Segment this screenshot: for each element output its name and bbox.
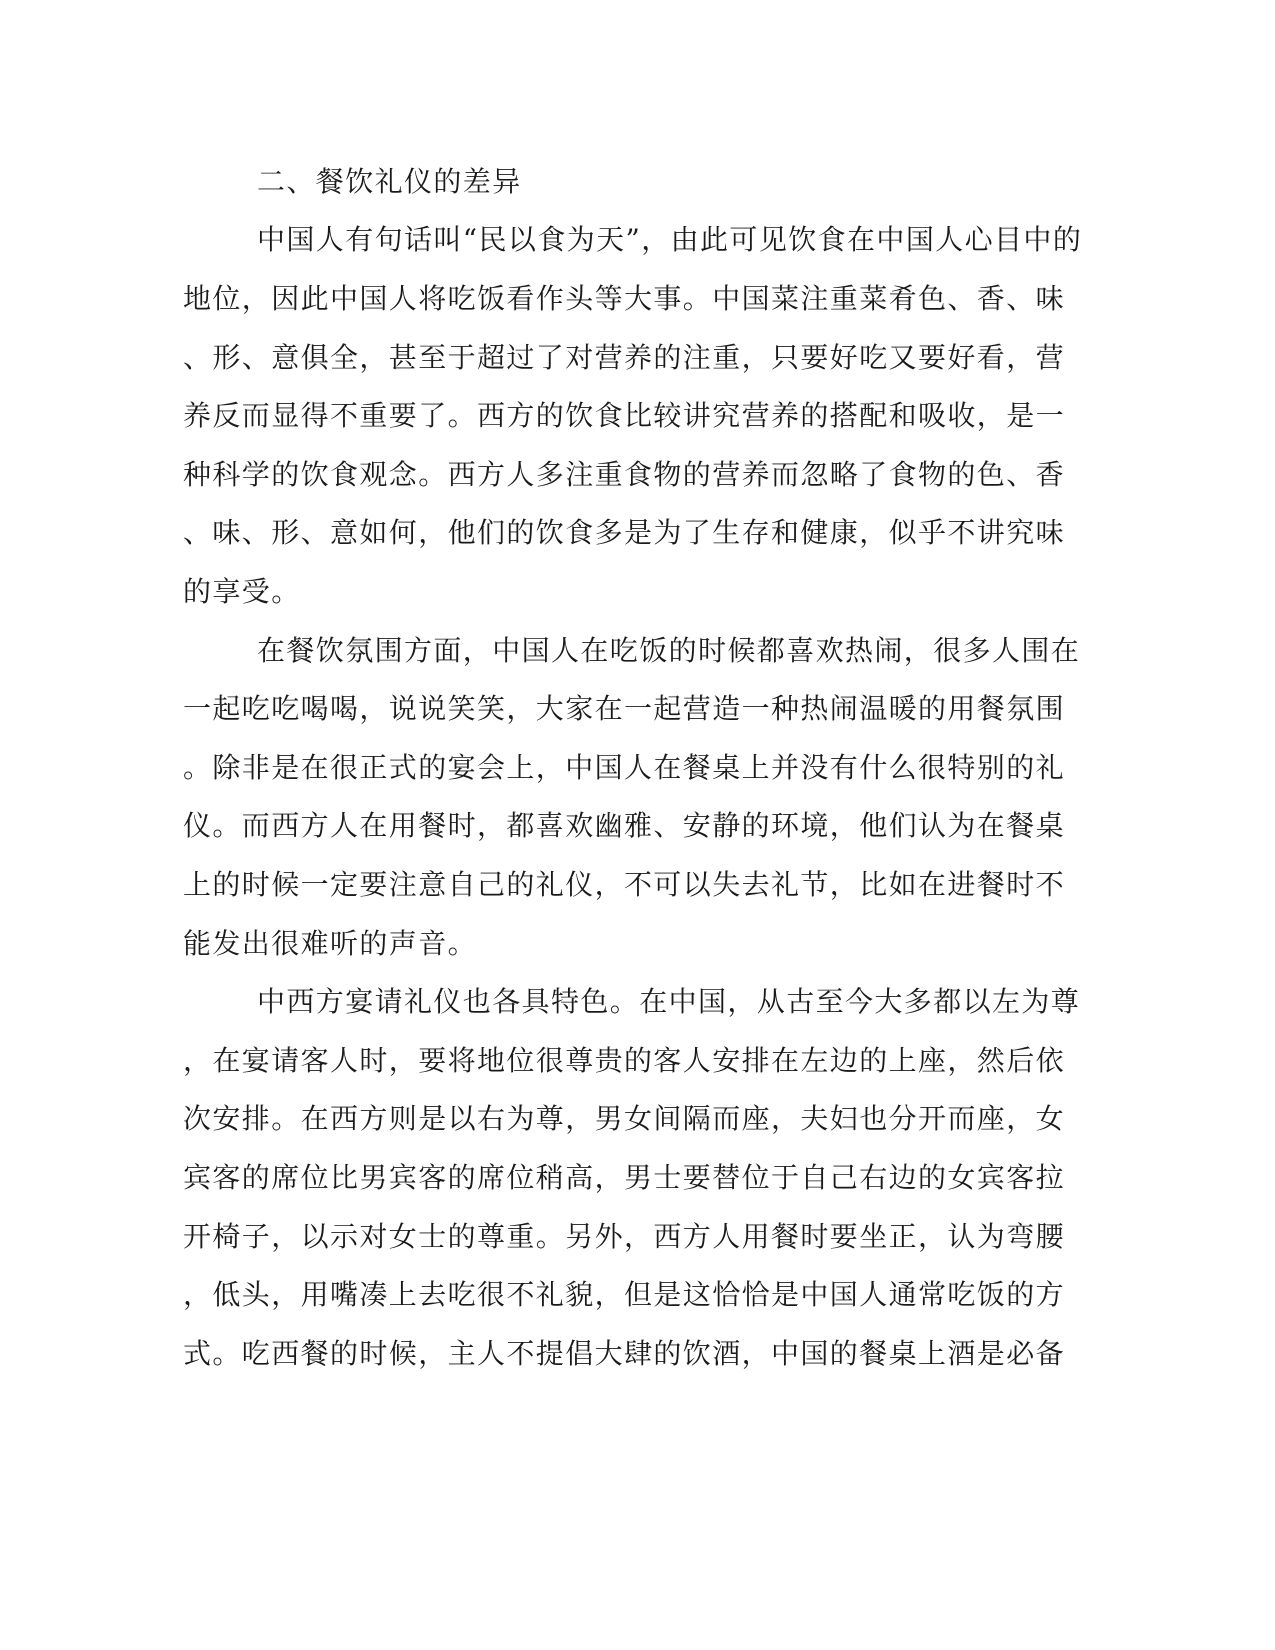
paragraph-line: 开椅子，以示对女士的尊重。另外，西方人用餐时要坐正，认为弯腰 (183, 1220, 1066, 1253)
paragraph-line: 式。吃西餐的时候，主人不提倡大肆的饮酒，中国的餐桌上酒是必备 (183, 1337, 1066, 1370)
paragraph-line: ，在宴请客人时，要将地位很尊贵的客人安排在左边的上座，然后依 (183, 1044, 1066, 1077)
paragraph-line: 、形、意俱全，甚至于超过了对营养的注重，只要好吃又要好看，营 (183, 341, 1066, 374)
paragraph-line: 中西方宴请礼仪也各具特色。在中国，从古至今大多都以左为尊 (257, 985, 1081, 1018)
paragraph-line: 一起吃吃喝喝，说说笑笑，大家在一起营造一种热闹温暖的用餐氛围 (183, 692, 1066, 725)
section-heading: 二、餐饮礼仪的差异 (257, 165, 522, 198)
paragraph-line: ，低头，用嘴凑上去吃很不礼貌，但是这恰恰是中国人通常吃饭的方 (183, 1278, 1066, 1311)
paragraph-line: 仪。而西方人在用餐时，都喜欢幽雅、安静的环境，他们认为在餐桌 (183, 809, 1066, 842)
paragraph-line: 中国人有句话叫“民以食为天”，由此可见饮食在中国人心目中的 (257, 223, 1083, 256)
paragraph-line: 宾客的席位比男宾客的席位稍高，男士要替位于自己右边的女宾客拉 (183, 1161, 1066, 1194)
paragraph-line: 、味、形、意如何，他们的饮食多是为了生存和健康，似乎不讲究味 (183, 516, 1066, 549)
paragraph-line: 的享受。 (183, 575, 301, 608)
paragraph-line: 在餐饮氛围方面，中国人在吃饭的时候都喜欢热闹，很多人围在 (257, 634, 1081, 667)
paragraph-line: 种科学的饮食观念。西方人多注重食物的营养而忽略了食物的色、香 (183, 458, 1066, 491)
paragraph-line: 次安排。在西方则是以右为尊，男女间隔而座，夫妇也分开而座，女 (183, 1102, 1066, 1135)
paragraph-line: 地位，因此中国人将吃饭看作头等大事。中国菜注重菜肴色、香、味 (183, 282, 1066, 315)
paragraph-line: 能发出很难听的声音。 (183, 927, 478, 960)
paragraph-line: 。除非是在很正式的宴会上，中国人在餐桌上并没有什么很特别的礼 (183, 751, 1066, 784)
paragraph-line: 养反而显得不重要了。西方的饮食比较讲究营养的搭配和吸收，是一 (183, 399, 1066, 432)
paragraph-line: 上的时候一定要注意自己的礼仪，不可以失去礼节，比如在进餐时不 (183, 868, 1066, 901)
